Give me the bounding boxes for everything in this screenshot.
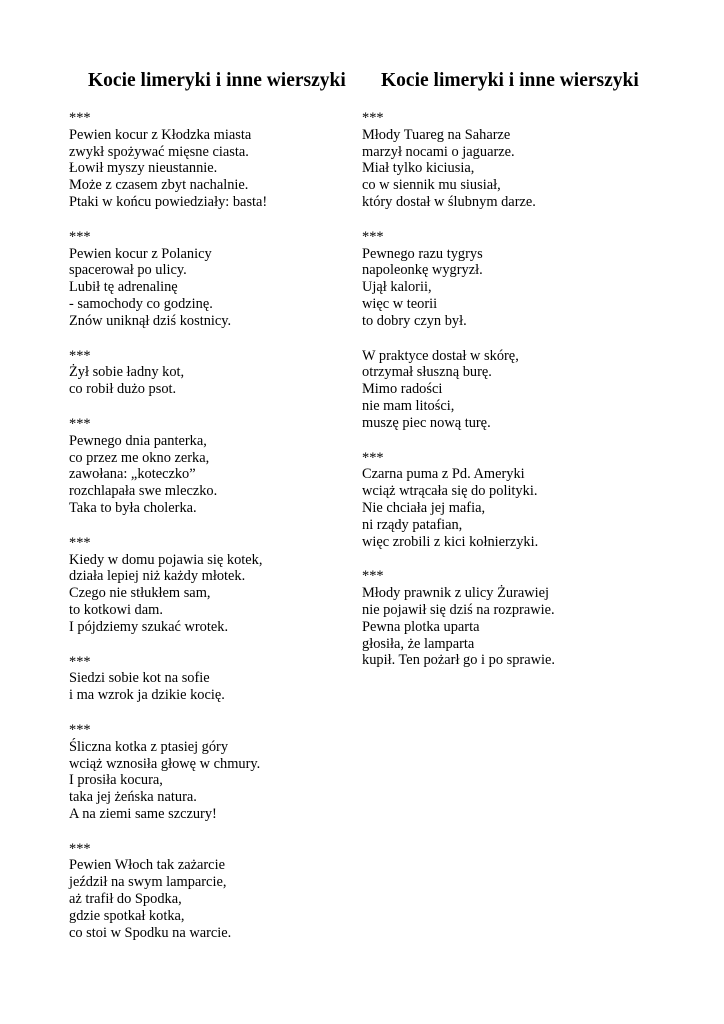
poem-line: wciąż wtrącała się do polityki. <box>362 483 538 500</box>
poem <box>69 535 369 636</box>
poem-line: co stoi w Spodku na warcie. <box>69 924 232 941</box>
poem <box>362 110 662 211</box>
poem-line: Może z czasem zbyt nachalnie. <box>69 177 249 194</box>
poem-line: nie pojawił się dziś na rozprawie. <box>362 601 555 618</box>
poem <box>69 416 369 517</box>
poem-line: więc zrobili z kici kołnierzyki. <box>362 533 539 550</box>
poem-separator: *** <box>362 568 384 585</box>
poem-line: I pójdziemy szukać wrotek. <box>69 618 229 635</box>
poem-line: I prosiła kocura, <box>69 772 163 789</box>
poem-line: taka jej żeńska natura. <box>69 789 197 806</box>
poem-separator: *** <box>362 228 384 245</box>
poem-separator: *** <box>69 347 91 364</box>
poem-line: napoleonkę wygryzł. <box>362 262 483 279</box>
poem-line: co robił dużo psot. <box>69 381 177 398</box>
right-poem-list <box>362 110 662 669</box>
poem-line: zwykł spożywać mięsne ciasta. <box>69 143 249 160</box>
poem-line: Znów uniknął dziś kostnicy. <box>69 312 232 329</box>
poem <box>69 229 369 330</box>
poem-separator: *** <box>362 110 384 126</box>
poem-line: wciąż wznosiła głowę w chmury. <box>69 755 261 772</box>
poem <box>69 654 369 704</box>
poem-line: muszę piec nową turę. <box>362 414 491 431</box>
poem-line: gdzie spotkał kotka, <box>69 907 185 924</box>
poem-line: A na ziemi same szczury! <box>69 805 217 822</box>
poem <box>69 348 369 398</box>
poem <box>362 450 662 551</box>
poem <box>362 568 662 669</box>
left-poem-list <box>69 110 369 941</box>
poem-line: więc w teorii <box>362 295 438 312</box>
poem-line: Pewnego razu tygrys <box>362 245 483 262</box>
poem-line: Ujął kalorii, <box>362 279 432 296</box>
poem-separator: *** <box>69 653 91 670</box>
poem-line: co w siennik mu siusiał, <box>362 177 501 194</box>
poem-line: otrzymał słuszną burę. <box>362 364 492 381</box>
poem-separator: *** <box>69 721 91 738</box>
poem-line: to dobry czyn był. <box>362 312 467 329</box>
poem-line: Młody prawnik z ulicy Żurawiej <box>362 585 550 602</box>
poem-line: Pewna plotka uparta <box>362 618 480 635</box>
poem-line: działa lepiej niż każdy młotek. <box>69 568 246 585</box>
poem-line: ni rządy patafian, <box>362 516 463 533</box>
poem-line: kupił. Ten pożarł go i po sprawie. <box>362 652 555 669</box>
poem-separator: *** <box>362 449 384 466</box>
poem-line: Żył sobie ładny kot, <box>69 364 185 381</box>
poem-line: to kotkowi dam. <box>69 601 163 618</box>
poem-separator: *** <box>69 228 91 245</box>
poem-line: W praktyce dostał w skórę, <box>362 347 519 364</box>
poem-line: Śliczna kotka z ptasiej góry <box>69 738 229 755</box>
poem-line: spacerował po ulicy. <box>69 262 187 279</box>
poem-line: marzył nocami o jaguarze. <box>362 143 515 160</box>
poem-line: Czego nie stłukłem sam, <box>69 585 211 602</box>
poem-line: Ptaki w końcu powiedziały: basta! <box>69 193 268 210</box>
poem-line: jeździł na swym lamparcie, <box>69 874 227 891</box>
poem-line: Młody Tuareg na Saharze <box>362 126 511 143</box>
poem <box>362 348 662 432</box>
poem-line: Pewien kocur z Kłodzka miasta <box>69 126 252 143</box>
poem-line: Pewien kocur z Polanicy <box>69 245 212 262</box>
poem-line: głosiła, że lamparta <box>362 635 475 652</box>
poem-line: Czarna puma z Pd. Ameryki <box>362 466 525 483</box>
poem-line: Pewnego dnia panterka, <box>69 432 207 449</box>
poem-line: Siedzi sobie kot na sofie <box>69 670 210 687</box>
right-column-title: Kocie limeryki i inne wierszyki <box>381 70 639 91</box>
poem-line: Kiedy w domu pojawia się kotek, <box>69 551 263 568</box>
poem <box>69 841 369 942</box>
poem-line: zawołana: „koteczko” <box>69 466 196 483</box>
poem <box>362 229 662 330</box>
poem-separator: *** <box>69 110 91 126</box>
left-column <box>69 66 369 959</box>
poem-line: Łowił myszy nieustannie. <box>69 160 218 177</box>
poem <box>69 110 369 211</box>
poem-line: Mimo radości <box>362 381 443 398</box>
poem-line: nie mam litości, <box>362 397 455 414</box>
poem-line: co przez me okno zerka, <box>69 449 210 466</box>
poem-line: - samochody co godzinę. <box>69 295 213 312</box>
poem-line: Lubił tę adrenalinę <box>69 279 178 296</box>
poem-line: Miał tylko kiciusia, <box>362 160 475 177</box>
poem-line: Taka to była cholerka. <box>69 499 197 516</box>
poem-line: Nie chciała jej mafia, <box>362 499 486 516</box>
poem-separator: *** <box>69 534 91 551</box>
poem-line: który dostał w ślubnym darze. <box>362 193 536 210</box>
poem <box>69 722 369 823</box>
left-column-title: Kocie limeryki i inne wierszyki <box>88 70 346 91</box>
poem-line: rozchlapała swe mleczko. <box>69 483 218 500</box>
poem-line: i ma wzrok ja dzikie kocię. <box>69 687 225 704</box>
poem-separator: *** <box>69 415 91 432</box>
poem-line: Pewien Włoch tak zażarcie <box>69 857 225 874</box>
right-column <box>362 66 662 687</box>
poem-line: aż trafił do Spodka, <box>69 891 182 908</box>
poem-separator: *** <box>69 840 91 857</box>
